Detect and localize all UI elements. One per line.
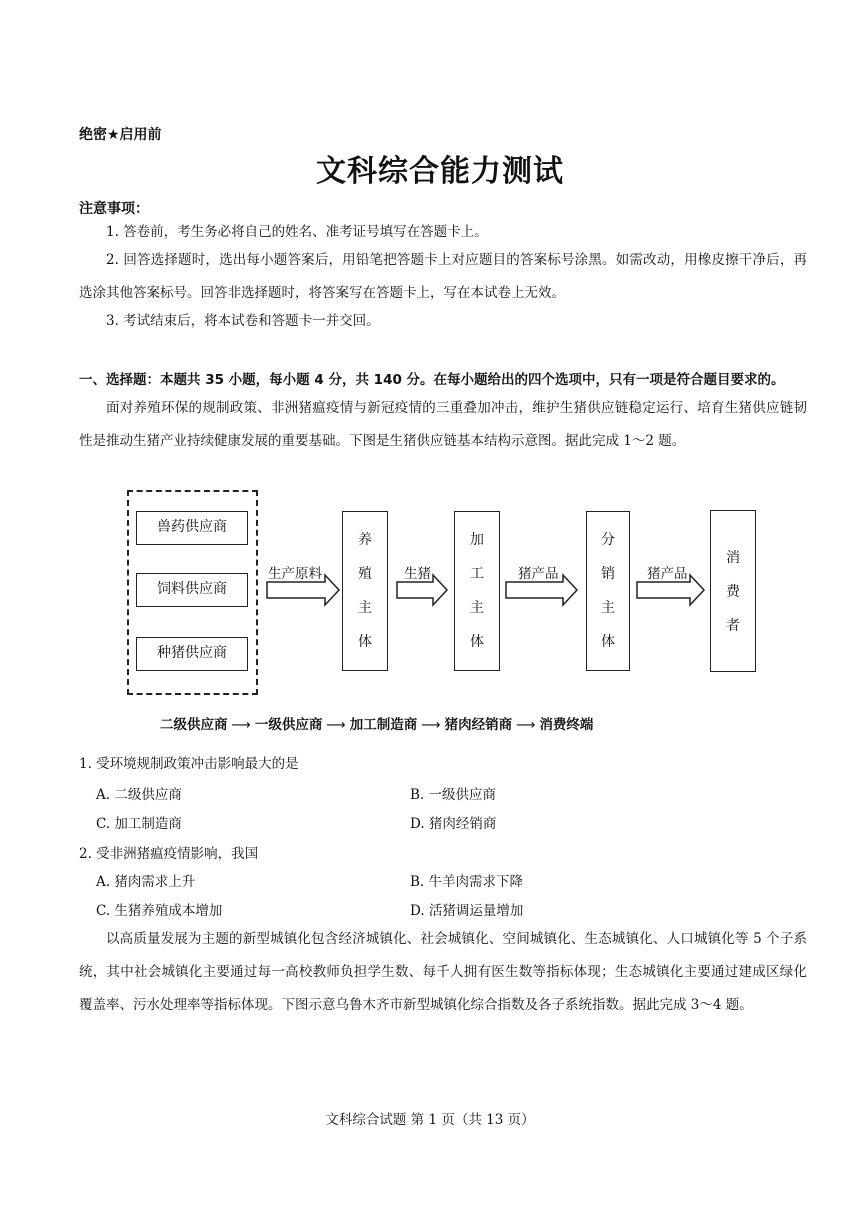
arrow-label-4: 猪产品	[647, 566, 688, 582]
notice-item-2: 2. 回答选择题时，选出每小题答案后，用铅笔把答题卡上对应题目的答案标号涂黑。如需改动，用橡皮擦干净后，再选涂其他答案标号。回答非选择题时，将答案写在答题卡上，写在本试卷上无效。	[79, 252, 807, 301]
confidential-label: 绝密★启用前	[79, 127, 162, 143]
node-farming	[342, 511, 388, 671]
section-heading: 一、选择题：本题共 35 小题，每小题 4 分，共 140 分。在每小题给出的四个选项中，只有一项是符合题目要求的。	[79, 372, 785, 388]
chain-step: 二级供应商	[160, 717, 228, 733]
node-consumer-char: 费	[726, 584, 740, 600]
arrow-label-3: 猪产品	[518, 566, 559, 582]
question-1-stem: 1. 受环境规制政策冲击影响最大的是	[79, 756, 299, 772]
q1-option-a: A. 二级供应商	[96, 787, 182, 803]
arrow-label-1: 生产原料	[268, 566, 322, 582]
chain-step: 一级供应商	[254, 717, 323, 733]
page-footer: 文科综合试题 第 1 页（共 13 页）	[325, 1112, 535, 1128]
chain-step: 加工制造商	[349, 717, 418, 733]
node-consumer	[710, 510, 756, 672]
chain-step: 猪肉经销商	[444, 717, 513, 733]
supply-chain-caption: 二级供应商 ⟶ 一级供应商 ⟶ 加工制造商 ⟶ 猪肉经销商 ⟶ 消费终端	[160, 717, 594, 733]
node-consumer-char: 者	[726, 618, 740, 634]
passage-2: 以高质量发展为主题的新型城镇化包含经济城镇化、社会城镇化、空间城镇化、生态城镇化、人口城镇化等 5 个子系统，其中社会城镇化主要通过每一高校教师负担学生数、每千人拥有医生数等指标体现；生态城镇化主要通过建成区绿化覆盖率、污水处理率等指标体现。下图示意乌鲁木齐市新型城镇化综合指数及各子系统指数。据此完成 3～4 题。	[79, 931, 807, 1013]
q2-option-a: A. 猪肉需求上升	[96, 874, 196, 890]
q1-option-c: C. 加工制造商	[96, 816, 182, 832]
node-distribution-char: 销	[601, 566, 615, 582]
node-distribution	[586, 511, 630, 671]
q2-option-b: B. 牛羊肉需求下降	[410, 874, 524, 890]
node-processing	[454, 511, 500, 671]
node-distribution-char: 主	[601, 600, 615, 616]
question-2-stem: 2. 受非洲猪瘟疫情影响，我国	[79, 846, 259, 862]
chain-step: 消费终端	[539, 717, 594, 733]
q2-option-d: D. 活猪调运量增加	[410, 903, 524, 919]
node-processing-char: 主	[470, 600, 484, 616]
supplier-box-breeding: 种猪供应商	[136, 637, 248, 671]
node-processing-char: 体	[470, 634, 484, 650]
node-distribution-char: 分	[601, 532, 615, 548]
node-processing-char: 加	[470, 532, 484, 548]
arrow-label-2: 生猪	[404, 566, 431, 582]
supplier-box-feed: 饲料供应商	[136, 573, 248, 607]
exam-title: 文科综合能力测试	[316, 154, 564, 189]
node-farming-char: 殖	[358, 566, 372, 582]
node-farming-char: 体	[358, 634, 372, 650]
q1-option-b: B. 一级供应商	[410, 787, 497, 803]
q2-option-c: C. 生猪养殖成本增加	[96, 903, 223, 919]
node-farming-char: 养	[358, 532, 372, 548]
notice-heading: 注意事项：	[79, 201, 149, 217]
node-distribution-char: 体	[601, 634, 615, 650]
passage-1: 面对养殖环保的规制政策、非洲猪瘟疫情与新冠疫情的三重叠加冲击，维护生猪供应链稳定运行、培育生猪供应链韧性是推动生猪产业持续健康发展的重要基础。下图是生猪供应链基本结构示意图。据此完成 1～2 题。	[79, 400, 807, 449]
supplier-box-vet: 兽药供应商	[136, 511, 248, 545]
notice-item-1: 1. 答卷前，考生务必将自己的姓名、准考证号填写在答题卡上。	[106, 224, 488, 240]
node-farming-char: 主	[358, 600, 372, 616]
node-processing-char: 工	[470, 566, 484, 582]
q1-option-d: D. 猪肉经销商	[410, 816, 497, 832]
notice-item-3: 3. 考试结束后，将本试卷和答题卡一并交回。	[106, 313, 380, 329]
node-consumer-char: 消	[726, 550, 740, 566]
